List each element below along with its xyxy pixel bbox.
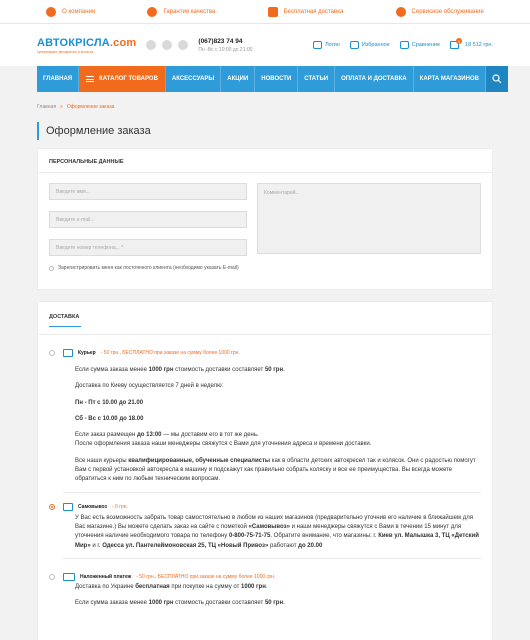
divider [63, 492, 481, 493]
user-icon [313, 41, 322, 49]
heart-icon [350, 41, 359, 49]
nav-store-map[interactable]: КАРТА МАГАЗИНОВ [414, 66, 486, 92]
phone-block [198, 38, 252, 53]
topbar-delivery-link[interactable]: Бесплатная доставка [268, 7, 344, 17]
nav-articles[interactable]: СТАТЬИ [298, 66, 335, 92]
courier-radio[interactable] [49, 350, 55, 356]
delivery-option-pickup[interactable] [49, 503, 481, 559]
compare-icon [400, 41, 409, 49]
title-underline [49, 326, 81, 327]
login-link[interactable]: Логин [313, 41, 340, 49]
personal-data-section [37, 148, 493, 290]
phone-input[interactable]: Введите номер телефона... * [49, 239, 247, 256]
personal-data-title: ПЕРСОНАЛЬНЫЕ ДАННЫЕ [49, 159, 124, 165]
register-label: Зарегистрировать меня как постоянного клиента (необходимо указать E-mail) [58, 265, 239, 271]
pickup-icon [63, 503, 73, 511]
nav-promotions[interactable]: АКЦИИ [221, 66, 255, 92]
page-title: Оформление заказа [37, 122, 493, 140]
social-links [146, 40, 188, 50]
service-icon [396, 7, 406, 17]
cod-truck-icon [63, 573, 75, 581]
favorites-link[interactable]: Избранное [350, 41, 390, 49]
menu-icon [86, 76, 94, 82]
divider [38, 334, 492, 335]
search-icon [492, 74, 502, 84]
name-input[interactable]: Введите имя... [49, 183, 247, 200]
site-header [0, 24, 530, 66]
divider [38, 172, 492, 173]
register-checkbox[interactable] [49, 266, 54, 271]
delivery-truck-icon [268, 7, 278, 17]
youtube-icon[interactable] [178, 40, 188, 50]
cod-description: Доставка по Украине бесплатная при покупке на сумму от 1000 грн. Если сумма заказа менее 1000 грн стоимость доставки составляет 50 грн. [75, 583, 285, 607]
courier-price: - 50 грн., БЕСПЛАТНО при заказе на сумму более 1000 грн. [100, 350, 240, 356]
topbar-quality-link[interactable]: Гарантия качества [147, 7, 215, 17]
delivery-title: ДОСТАВКА [49, 314, 80, 320]
courier-icon [63, 349, 73, 357]
breadcrumb-separator: » [60, 104, 63, 110]
search-button[interactable] [486, 66, 508, 92]
cart-link[interactable] [450, 38, 493, 49]
breadcrumb-home[interactable]: Главная [37, 104, 57, 110]
courier-description: Если сумма заказа менее 1000 грн стоимость доставки составляет 50 грн. Доставка по Киеву осуществляется 7 дней в неделю: Пн - Пт с 10.00 до 21.00 Сб - Вс с 10.00 до 18.00 Если заказ размещен до 13:00 — мы доставим его в тот же день. После оформления заказа наши менеджеры свяжутся с Вами для уточнения адреса и времени доставки. Все наши курьеры квалифицированные, обученные специалисты как в области детских автокресел так и колясок. Они с радостью помогут Вам с первой установкой автокресла в машину и подскажут как правильно собрать коляску и все ее преимущества. Вы всегда можете обратиться к ним по любым техническим вопросам. [75, 367, 476, 483]
courier-name: Курьер [78, 350, 96, 356]
cod-name: Наложенный платеж [80, 573, 132, 580]
cart-total: 18 512 грн. [465, 42, 493, 48]
topbar-company-link[interactable]: О компании [46, 7, 95, 17]
site-logo[interactable]: АВТОКРІСЛА.com супермаркет автокресел и колясок [37, 36, 137, 54]
topbar-service-link[interactable]: Сервисное обслуживание [396, 7, 484, 17]
email-input[interactable]: Введите e-mail... [49, 211, 247, 228]
main-navigation [37, 66, 493, 92]
nav-payment-delivery[interactable]: ОПЛАТА И ДОСТАВКА [335, 66, 414, 92]
compare-link[interactable]: Сравнение [400, 41, 440, 49]
pickup-name: Самовывоз [78, 503, 107, 510]
quality-icon [147, 7, 157, 17]
header-links [313, 38, 493, 49]
comment-textarea[interactable]: Комментарий... [257, 183, 481, 254]
cod-radio[interactable] [49, 574, 55, 580]
delivery-option-cod[interactable] [49, 573, 481, 609]
cart-count-badge: 0 [457, 38, 461, 44]
phone-number[interactable]: (067)823 74 94 [198, 37, 243, 45]
breadcrumb [37, 104, 493, 110]
delivery-option-courier[interactable] [49, 349, 481, 493]
pickup-description: У Вас есть возможность забрать товар самостоятельно в любом из наших магазинов (предварительно уточнив его наличие в ближайшем для Вас магазине.) Вы можете сделать заказ на сайте с пометкой «Самовывоз» и наши менеджеры свяжутся с Вами в течении 15 минут для уточнения наличие необходимого товара по телефону 0-800-75-71-75. Обратите внимание, что магазины: г. Киев ул. Малышка 3, ТЦ «Детский Мир» и г. Одесса ул. Пантелеймоновская 25, ТЦ «Новый Привоз» работают до 20.00 [75, 514, 479, 549]
pickup-price: - 0 грн. [111, 503, 128, 510]
pickup-radio[interactable] [49, 504, 55, 510]
divider [63, 558, 481, 559]
nav-accessories[interactable]: АКСЕССУАРЫ [166, 66, 221, 92]
nav-home[interactable]: ГЛАВНАЯ [37, 66, 79, 92]
cod-price: - 50 грн., БЕСПЛАТНО при заказе на сумму более 1000 грн. [136, 573, 276, 580]
nav-news[interactable]: НОВОСТИ [255, 66, 298, 92]
top-info-bar [0, 0, 530, 24]
company-icon [46, 7, 56, 17]
nav-catalog[interactable]: КАТАЛОГ ТОВАРОВ [79, 66, 166, 92]
instagram-icon[interactable] [162, 40, 172, 50]
register-checkbox-row[interactable] [49, 265, 481, 271]
delivery-section [37, 301, 493, 640]
breadcrumb-current: Оформление заказа [66, 104, 115, 110]
working-hours: Пн -Вс с 10:00 до 21:00 [198, 46, 253, 53]
facebook-icon[interactable] [146, 40, 156, 50]
